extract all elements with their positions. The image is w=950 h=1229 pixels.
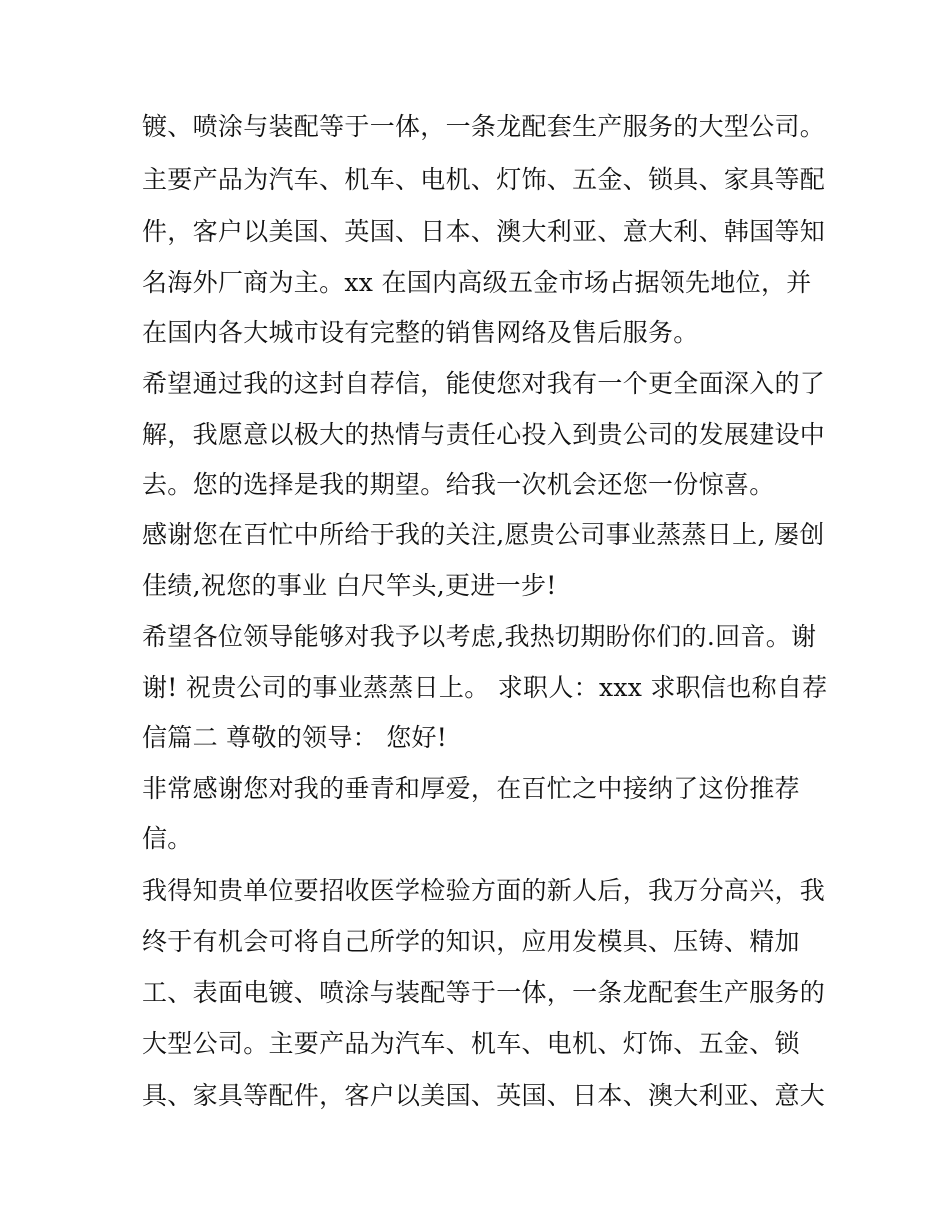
text-line: 感谢您在百忙中所给于我的关注,愿贵公司事业蒸蒸日上, 屡创 bbox=[142, 520, 825, 549]
text-line: 谢! 祝贵公司的事业蒸蒸日上。 求职人：xxx 求职信也称自荐 bbox=[142, 673, 828, 702]
text-line: 佳绩,祝您的事业 白尺竿头,更进一步! bbox=[142, 571, 557, 600]
text-line: 希望各位领导能够对我予以考虑,我热切期盼你们的.回音。谢 bbox=[142, 622, 817, 651]
text-line: 件，客户以美国、英国、日本、澳大利亚、意大利、韩国等知 bbox=[142, 217, 826, 246]
text-line: 希望通过我的这封自荐信，能使您对我有一个更全面深入的了 bbox=[142, 369, 826, 398]
text-line: 解，我愿意以极大的热情与责任心投入到贵公司的发展建设中 bbox=[142, 420, 826, 449]
text-line: 大型公司。主要产品为汽车、机车、电机、灯饰、五金、锁 bbox=[142, 1029, 800, 1058]
text-line: 主要产品为汽车、机车、电机、灯饰、五金、锁具、家具等配 bbox=[142, 165, 826, 194]
text-line: 我得知贵单位要招收医学检验方面的新人后，我万分高兴，我 bbox=[142, 876, 826, 905]
text-line: 终于有机会可将自己所学的知识，应用发模具、压铸、精加 bbox=[142, 927, 800, 956]
text-line: 工、表面电镀、喷涂与装配等于一体，一条龙配套生产服务的 bbox=[142, 978, 826, 1007]
text-line: 信篇二 尊敬的领导： 您好! bbox=[142, 723, 448, 752]
text-line: 信。 bbox=[142, 824, 193, 853]
text-line: 非常感谢您对我的垂青和厚爱，在百忙之中接纳了这份推荐 bbox=[142, 774, 800, 803]
text-line: 具、家具等配件，客户以美国、英国、日本、澳大利亚、意大 bbox=[142, 1081, 826, 1110]
text-line: 镀、喷涂与装配等于一体，一条龙配套生产服务的大型公司。 bbox=[142, 112, 826, 141]
text-line: 去。您的选择是我的期望。给我一次机会还您一份惊喜。 bbox=[142, 470, 775, 499]
text-line: 在国内各大城市设有完整的销售网络及售后服务。 bbox=[142, 318, 699, 347]
text-line: 名海外厂商为主。xx 在国内高级五金市场占据领先地位，并 bbox=[142, 268, 812, 297]
